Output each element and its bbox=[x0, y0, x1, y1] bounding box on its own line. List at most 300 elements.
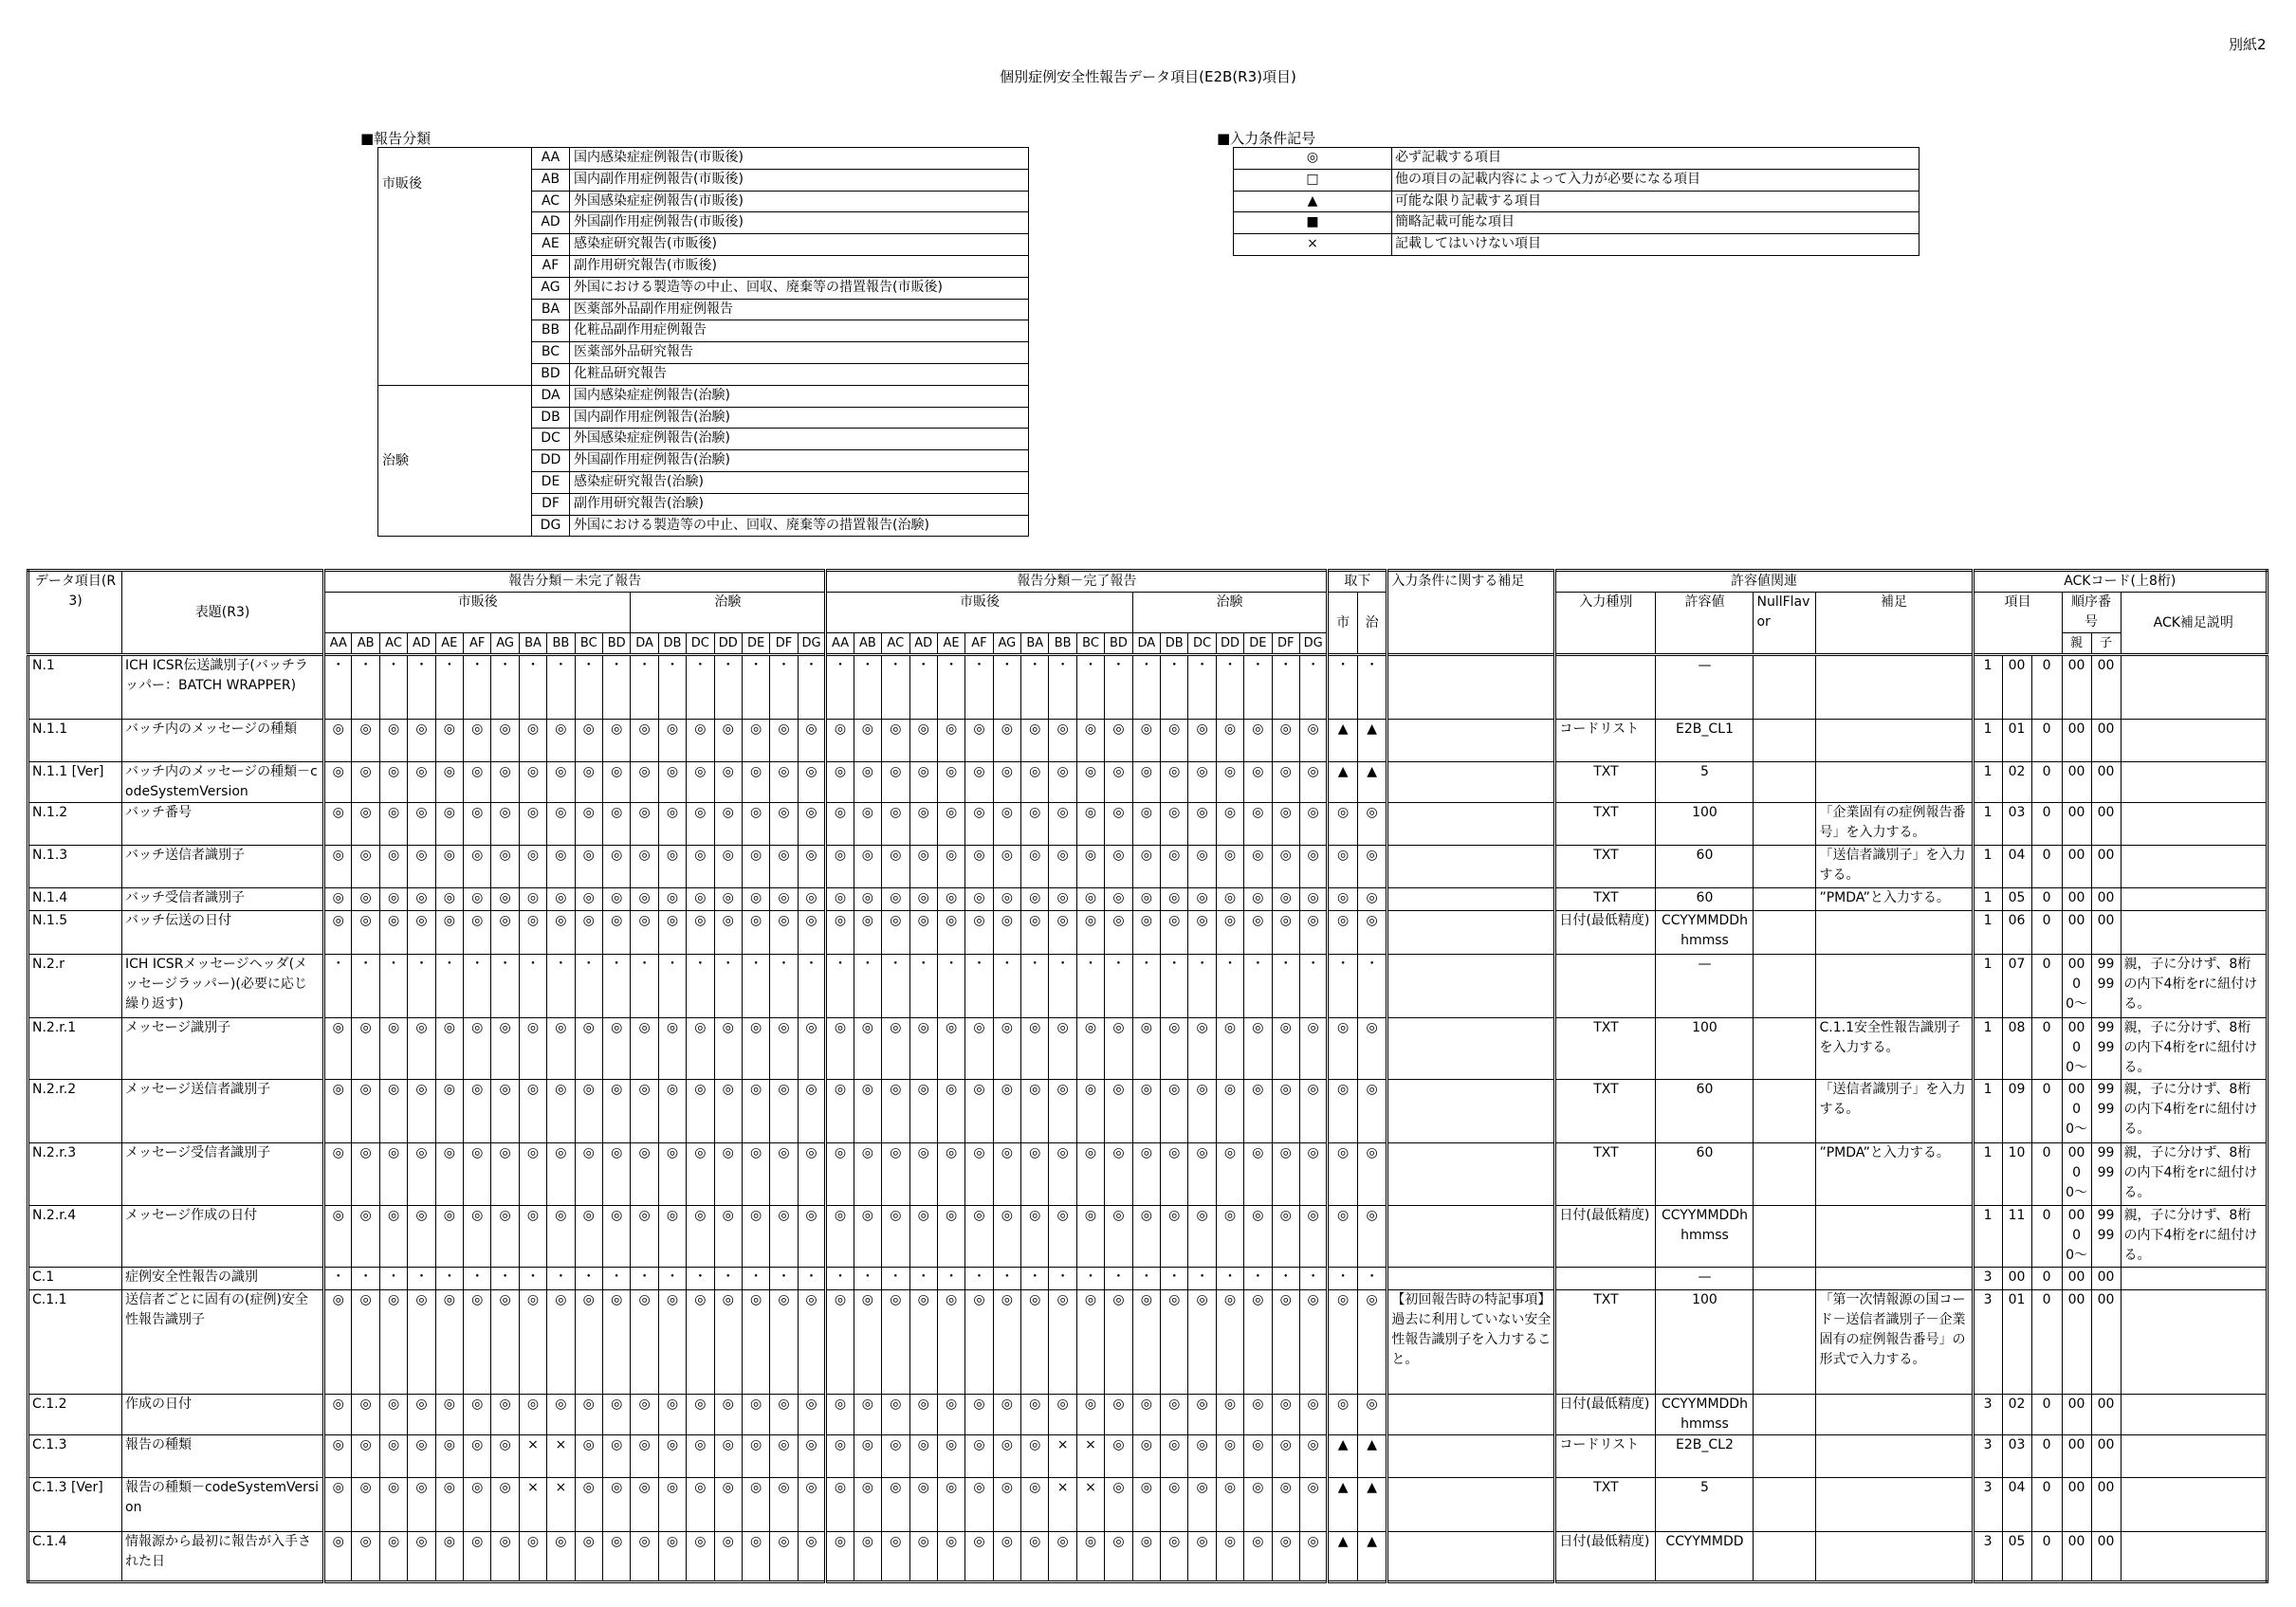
condition-mark: ◎ bbox=[770, 1018, 798, 1080]
condition-mark: ◎ bbox=[826, 1206, 854, 1268]
item-id: N.2.r.2 bbox=[28, 1080, 122, 1143]
condition-mark: ◎ bbox=[435, 1018, 463, 1080]
ack-note bbox=[2121, 911, 2267, 955]
condition-mark: ・ bbox=[575, 955, 602, 1018]
table-row bbox=[28, 720, 2268, 762]
condition-mark: ◎ bbox=[324, 1290, 352, 1395]
condition-mark: ◎ bbox=[993, 762, 1020, 803]
header-code: AB bbox=[352, 633, 379, 655]
condition-mark: ・ bbox=[1161, 1268, 1188, 1290]
input-condition-supplement bbox=[1387, 655, 1555, 720]
condition-mark: ◎ bbox=[937, 1080, 964, 1143]
category-code: AE bbox=[532, 234, 570, 256]
condition-mark: ◎ bbox=[658, 1018, 686, 1080]
condition-mark: ◎ bbox=[1272, 1290, 1299, 1395]
condition-mark: ・ bbox=[1021, 1268, 1049, 1290]
condition-mark: ◎ bbox=[798, 888, 826, 911]
condition-mark: ◎ bbox=[435, 1532, 463, 1582]
ack-seq-child: 00 bbox=[2091, 1395, 2121, 1435]
input-type bbox=[1555, 655, 1656, 720]
condition-mark: ・ bbox=[575, 1268, 602, 1290]
condition-mark: ◎ bbox=[575, 1435, 602, 1478]
condition-mark: ◎ bbox=[993, 1290, 1020, 1395]
condition-mark: ・ bbox=[1299, 655, 1327, 720]
ack-seq-child: 00 bbox=[2091, 762, 2121, 803]
condition-mark: ◎ bbox=[379, 846, 407, 888]
condition-mark: ◎ bbox=[491, 911, 519, 955]
condition-mark: ◎ bbox=[602, 846, 630, 888]
condition-mark: ・ bbox=[687, 1268, 714, 1290]
item-title: バッチ受信者識別子 bbox=[122, 888, 324, 911]
condition-mark: ◎ bbox=[575, 1532, 602, 1582]
category-code: BA bbox=[532, 299, 570, 320]
condition-mark: ・ bbox=[687, 955, 714, 1018]
condition-mark: ◎ bbox=[1216, 803, 1243, 846]
item-id: N.1.3 bbox=[28, 846, 122, 888]
withdraw-post-mark: ◎ bbox=[1328, 1290, 1358, 1395]
condition-mark: ◎ bbox=[1049, 1206, 1076, 1268]
condition-mark: ◎ bbox=[1076, 1018, 1104, 1080]
condition-mark: ◎ bbox=[352, 720, 379, 762]
condition-mark: ◎ bbox=[1105, 1395, 1132, 1435]
header-code: AF bbox=[965, 633, 993, 655]
condition-mark: ◎ bbox=[1244, 1478, 1272, 1532]
allowed-note bbox=[1816, 720, 1973, 762]
condition-mark: ◎ bbox=[742, 803, 769, 846]
condition-mark: ◎ bbox=[1244, 888, 1272, 911]
condition-mark: ◎ bbox=[1161, 762, 1188, 803]
condition-mark: ・ bbox=[1188, 1268, 1216, 1290]
header-code: AD bbox=[909, 633, 937, 655]
condition-mark: ◎ bbox=[379, 1206, 407, 1268]
condition-mark: ・ bbox=[937, 1268, 964, 1290]
condition-mark: ◎ bbox=[742, 1435, 769, 1478]
condition-mark: ・ bbox=[687, 655, 714, 720]
category-code: AD bbox=[532, 212, 570, 234]
ack-item-1: 1 bbox=[1973, 655, 2002, 720]
category-description: 化粧品研究報告 bbox=[570, 363, 1029, 385]
condition-mark: ◎ bbox=[909, 1478, 937, 1532]
ack-item-2: 03 bbox=[2002, 1435, 2031, 1478]
allowed-value: E2B_CL1 bbox=[1656, 720, 1754, 762]
condition-mark: ・ bbox=[1244, 1268, 1272, 1290]
condition-mark: ◎ bbox=[687, 803, 714, 846]
ack-item-1: 1 bbox=[1973, 720, 2002, 762]
withdraw-trial-mark: ▲ bbox=[1357, 1435, 1387, 1478]
symbol-mark: □ bbox=[1234, 169, 1392, 191]
condition-mark: ・ bbox=[435, 1268, 463, 1290]
allowed-note bbox=[1816, 1532, 1973, 1582]
item-id: N.1.4 bbox=[28, 888, 122, 911]
condition-mark: ・ bbox=[1132, 655, 1160, 720]
ack-item-2: 06 bbox=[2002, 911, 2031, 955]
data-item-table bbox=[27, 569, 2268, 1583]
condition-mark: ◎ bbox=[882, 803, 909, 846]
nullflavor bbox=[1754, 1532, 1816, 1582]
allowed-value: 100 bbox=[1656, 1018, 1754, 1080]
condition-mark: ◎ bbox=[602, 720, 630, 762]
withdraw-post-mark: ◎ bbox=[1328, 1206, 1358, 1268]
condition-mark: ◎ bbox=[993, 1143, 1020, 1206]
withdraw-post-mark: ◎ bbox=[1328, 1143, 1358, 1206]
ack-note bbox=[2121, 762, 2267, 803]
condition-mark: ◎ bbox=[770, 720, 798, 762]
condition-mark: ・ bbox=[770, 1268, 798, 1290]
condition-mark: ◎ bbox=[1299, 762, 1327, 803]
nullflavor bbox=[1754, 720, 1816, 762]
ack-seq-parent: 00 bbox=[2062, 846, 2091, 888]
condition-mark: ・ bbox=[519, 955, 546, 1018]
condition-mark: ◎ bbox=[1244, 1290, 1272, 1395]
condition-mark: ◎ bbox=[519, 1290, 546, 1395]
header-ack-parent: 親 bbox=[2062, 633, 2091, 655]
condition-mark: ・ bbox=[658, 955, 686, 1018]
condition-mark: ・ bbox=[1049, 955, 1076, 1018]
condition-mark: ◎ bbox=[1105, 803, 1132, 846]
condition-mark: ◎ bbox=[491, 1478, 519, 1532]
condition-mark: ◎ bbox=[770, 1080, 798, 1143]
condition-mark: ・ bbox=[714, 655, 742, 720]
condition-mark: ◎ bbox=[798, 1018, 826, 1080]
ack-item-1: 1 bbox=[1973, 1206, 2002, 1268]
condition-mark: ・ bbox=[1132, 955, 1160, 1018]
condition-mark: ◎ bbox=[687, 1143, 714, 1206]
header-code: AC bbox=[882, 633, 909, 655]
condition-mark: ◎ bbox=[602, 803, 630, 846]
condition-mark: ◎ bbox=[352, 1395, 379, 1435]
condition-mark: ◎ bbox=[408, 911, 435, 955]
ack-item-1: 1 bbox=[1973, 1080, 2002, 1143]
ack-item-1: 1 bbox=[1973, 888, 2002, 911]
condition-mark: ◎ bbox=[770, 1532, 798, 1582]
condition-mark: ・ bbox=[1161, 955, 1188, 1018]
condition-mark: ◎ bbox=[631, 1143, 658, 1206]
condition-mark: ◎ bbox=[687, 1018, 714, 1080]
condition-mark: ◎ bbox=[408, 1395, 435, 1435]
condition-mark: ◎ bbox=[826, 1143, 854, 1206]
condition-mark: ◎ bbox=[1299, 1018, 1327, 1080]
withdraw-trial-mark: ▲ bbox=[1357, 762, 1387, 803]
condition-mark: ◎ bbox=[547, 1206, 575, 1268]
condition-mark: ◎ bbox=[1132, 1143, 1160, 1206]
condition-mark: ・ bbox=[547, 655, 575, 720]
condition-mark: ◎ bbox=[1272, 803, 1299, 846]
condition-mark: ・ bbox=[826, 955, 854, 1018]
table-row bbox=[28, 655, 2268, 720]
condition-mark: ◎ bbox=[937, 846, 964, 888]
condition-mark: ◎ bbox=[714, 888, 742, 911]
condition-mark: ◎ bbox=[491, 1080, 519, 1143]
category-description: 外国における製造等の中止、回収、廃棄等の措置報告(市販後) bbox=[570, 277, 1029, 299]
ack-note bbox=[2121, 1532, 2267, 1582]
condition-mark: × bbox=[547, 1435, 575, 1478]
allowed-value: 5 bbox=[1656, 762, 1754, 803]
table-row bbox=[28, 1018, 2268, 1080]
ack-item-3: 0 bbox=[2031, 655, 2062, 720]
ack-item-2: 11 bbox=[2002, 1206, 2031, 1268]
header-code: AD bbox=[408, 633, 435, 655]
condition-mark: ◎ bbox=[770, 1143, 798, 1206]
condition-mark: ◎ bbox=[408, 1018, 435, 1080]
allowed-value: 5 bbox=[1656, 1478, 1754, 1532]
condition-mark: ◎ bbox=[575, 1080, 602, 1143]
ack-item-3: 0 bbox=[2031, 1478, 2062, 1532]
condition-mark: ◎ bbox=[464, 1206, 491, 1268]
condition-mark: ◎ bbox=[1244, 762, 1272, 803]
condition-mark: ◎ bbox=[882, 1290, 909, 1395]
condition-mark: ◎ bbox=[352, 803, 379, 846]
ack-item-3: 0 bbox=[2031, 803, 2062, 846]
category-code: DB bbox=[532, 407, 570, 429]
condition-mark: ・ bbox=[770, 955, 798, 1018]
condition-mark: ◎ bbox=[575, 1395, 602, 1435]
condition-mark: ◎ bbox=[965, 1532, 993, 1582]
condition-mark: ◎ bbox=[937, 720, 964, 762]
condition-mark: ◎ bbox=[1076, 803, 1104, 846]
condition-mark: ・ bbox=[742, 955, 769, 1018]
condition-mark: ◎ bbox=[1049, 762, 1076, 803]
condition-mark: ◎ bbox=[1021, 1532, 1049, 1582]
ack-note: 親，子に分けず、8桁の内下4桁をrに紐付ける。 bbox=[2121, 1143, 2267, 1206]
ack-seq-child: 00 bbox=[2091, 888, 2121, 911]
header-nullflavor: NullFlavor bbox=[1754, 593, 1816, 655]
condition-mark: ◎ bbox=[1161, 803, 1188, 846]
condition-mark: ◎ bbox=[714, 911, 742, 955]
condition-mark: ◎ bbox=[1188, 1395, 1216, 1435]
condition-mark: ◎ bbox=[742, 762, 769, 803]
category-row bbox=[378, 148, 1029, 170]
condition-mark: ◎ bbox=[965, 803, 993, 846]
condition-mark: ・ bbox=[714, 1268, 742, 1290]
condition-mark: ◎ bbox=[909, 911, 937, 955]
item-id: N.2.r.1 bbox=[28, 1018, 122, 1080]
condition-mark: ・ bbox=[602, 655, 630, 720]
ack-seq-parent: 00 bbox=[2062, 762, 2091, 803]
condition-mark: ◎ bbox=[1188, 1206, 1216, 1268]
condition-mark: ◎ bbox=[826, 803, 854, 846]
condition-mark: ◎ bbox=[491, 720, 519, 762]
condition-mark: ◎ bbox=[798, 1435, 826, 1478]
symbol-row bbox=[1234, 169, 1919, 191]
condition-mark: ・ bbox=[575, 655, 602, 720]
item-id: N.1.5 bbox=[28, 911, 122, 955]
condition-mark: ◎ bbox=[1161, 911, 1188, 955]
condition-mark: ◎ bbox=[742, 1143, 769, 1206]
item-title: バッチ内のメッセージの種類 bbox=[122, 720, 324, 762]
input-condition-supplement bbox=[1387, 888, 1555, 911]
condition-mark: ◎ bbox=[1216, 1435, 1243, 1478]
condition-mark: ◎ bbox=[408, 1080, 435, 1143]
nullflavor bbox=[1754, 911, 1816, 955]
condition-mark: ◎ bbox=[937, 1395, 964, 1435]
ack-item-1: 1 bbox=[1973, 1018, 2002, 1080]
condition-mark: ◎ bbox=[687, 1435, 714, 1478]
condition-mark: ◎ bbox=[742, 1206, 769, 1268]
ack-seq-child: 00 bbox=[2091, 846, 2121, 888]
condition-mark: ◎ bbox=[687, 1478, 714, 1532]
condition-mark: ◎ bbox=[324, 720, 352, 762]
condition-mark: ◎ bbox=[1105, 1206, 1132, 1268]
nullflavor bbox=[1754, 955, 1816, 1018]
condition-mark: ◎ bbox=[1299, 1532, 1327, 1582]
condition-mark: ◎ bbox=[1105, 1290, 1132, 1395]
condition-mark: ◎ bbox=[408, 1143, 435, 1206]
condition-mark: ◎ bbox=[1076, 1395, 1104, 1435]
condition-mark: ◎ bbox=[1272, 762, 1299, 803]
condition-mark: ◎ bbox=[826, 846, 854, 888]
symbol-legend-table bbox=[1233, 147, 1919, 256]
condition-mark: ◎ bbox=[547, 803, 575, 846]
withdraw-post-mark: ◎ bbox=[1328, 1395, 1358, 1435]
condition-mark: ◎ bbox=[491, 1395, 519, 1435]
ack-item-1: 1 bbox=[1973, 803, 2002, 846]
ack-item-3: 0 bbox=[2031, 762, 2062, 803]
table-row bbox=[28, 803, 2268, 846]
input-condition-supplement bbox=[1387, 1395, 1555, 1435]
condition-mark: ◎ bbox=[1049, 720, 1076, 762]
condition-mark: ◎ bbox=[352, 1080, 379, 1143]
ack-seq-parent: 00 bbox=[2062, 1290, 2091, 1395]
table-row bbox=[28, 1290, 2268, 1395]
condition-mark: ◎ bbox=[687, 846, 714, 888]
header-code: DC bbox=[687, 633, 714, 655]
condition-mark: ・ bbox=[1188, 655, 1216, 720]
ack-seq-parent: 00 bbox=[2062, 1268, 2091, 1290]
condition-mark: ◎ bbox=[993, 1478, 1020, 1532]
ack-item-2: 03 bbox=[2002, 803, 2031, 846]
ack-item-1: 3 bbox=[1973, 1290, 2002, 1395]
condition-mark: ◎ bbox=[993, 1018, 1020, 1080]
condition-mark: ◎ bbox=[714, 1206, 742, 1268]
condition-mark: ・ bbox=[631, 1268, 658, 1290]
header-withdraw-trial: 治 bbox=[1357, 593, 1387, 655]
item-title: 作成の日付 bbox=[122, 1395, 324, 1435]
allowed-note bbox=[1816, 1395, 1973, 1435]
condition-mark: ◎ bbox=[854, 1206, 881, 1268]
condition-mark: ・ bbox=[965, 655, 993, 720]
condition-mark: ◎ bbox=[742, 1478, 769, 1532]
condition-mark: ・ bbox=[826, 655, 854, 720]
ack-note bbox=[2121, 846, 2267, 888]
ack-note: 親，子に分けず、8桁の内下4桁をrに紐付ける。 bbox=[2121, 1080, 2267, 1143]
condition-mark: ・ bbox=[547, 1268, 575, 1290]
symbol-description: 記載してはいけない項目 bbox=[1392, 234, 1919, 256]
condition-mark: ◎ bbox=[547, 762, 575, 803]
condition-mark: ◎ bbox=[826, 1080, 854, 1143]
condition-mark: ・ bbox=[602, 1268, 630, 1290]
withdraw-post-mark: ・ bbox=[1328, 1268, 1358, 1290]
ack-item-3: 0 bbox=[2031, 846, 2062, 888]
allowed-note bbox=[1816, 655, 1973, 720]
condition-mark: ・ bbox=[464, 1268, 491, 1290]
condition-mark: ◎ bbox=[464, 1435, 491, 1478]
condition-mark: ◎ bbox=[770, 1206, 798, 1268]
condition-mark: ◎ bbox=[1188, 1290, 1216, 1395]
nullflavor bbox=[1754, 655, 1816, 720]
ack-item-3: 0 bbox=[2031, 1268, 2062, 1290]
ack-note bbox=[2121, 888, 2267, 911]
allowed-value: — bbox=[1656, 655, 1754, 720]
condition-mark: ・ bbox=[631, 655, 658, 720]
condition-mark: ・ bbox=[882, 955, 909, 1018]
condition-mark: ◎ bbox=[826, 1395, 854, 1435]
condition-mark: ・ bbox=[1299, 1268, 1327, 1290]
condition-mark: ・ bbox=[435, 955, 463, 1018]
condition-mark: ◎ bbox=[742, 1018, 769, 1080]
condition-mark: ◎ bbox=[1272, 1143, 1299, 1206]
condition-mark: ・ bbox=[324, 655, 352, 720]
condition-mark: ◎ bbox=[854, 803, 881, 846]
condition-mark: ◎ bbox=[1132, 1532, 1160, 1582]
condition-mark: ◎ bbox=[882, 1018, 909, 1080]
condition-mark: ・ bbox=[1244, 955, 1272, 1018]
condition-mark: ◎ bbox=[1272, 1395, 1299, 1435]
category-description: 化粧品副作用症例報告 bbox=[570, 320, 1029, 342]
condition-mark: ◎ bbox=[1188, 1435, 1216, 1478]
condition-mark: ◎ bbox=[854, 846, 881, 888]
header-ack: ACKコード(上8桁) bbox=[1973, 571, 2267, 593]
condition-mark: ◎ bbox=[1132, 846, 1160, 888]
condition-mark: ◎ bbox=[352, 1290, 379, 1395]
item-title: 情報源から最初に報告が入手された日 bbox=[122, 1532, 324, 1582]
ack-seq-parent: 0000〜 bbox=[2062, 1080, 2091, 1143]
ack-seq-parent: 00 bbox=[2062, 720, 2091, 762]
condition-mark: ◎ bbox=[937, 1435, 964, 1478]
allowed-value: — bbox=[1656, 955, 1754, 1018]
condition-mark: ◎ bbox=[798, 720, 826, 762]
condition-mark: ◎ bbox=[882, 1532, 909, 1582]
condition-mark: ◎ bbox=[379, 1478, 407, 1532]
ack-item-2: 08 bbox=[2002, 1018, 2031, 1080]
condition-mark: ◎ bbox=[491, 1435, 519, 1478]
header-code: DF bbox=[1272, 633, 1299, 655]
condition-mark: ◎ bbox=[324, 762, 352, 803]
condition-mark: ◎ bbox=[1188, 1143, 1216, 1206]
condition-mark: ・ bbox=[491, 955, 519, 1018]
item-id: C.1.1 bbox=[28, 1290, 122, 1395]
ack-note bbox=[2121, 1435, 2267, 1478]
condition-mark: ◎ bbox=[742, 1080, 769, 1143]
condition-mark: ◎ bbox=[491, 803, 519, 846]
ack-note bbox=[2121, 1268, 2267, 1290]
condition-mark: ◎ bbox=[1299, 1478, 1327, 1532]
condition-mark: × bbox=[1049, 1478, 1076, 1532]
condition-mark: ◎ bbox=[602, 888, 630, 911]
condition-mark: ◎ bbox=[1272, 1206, 1299, 1268]
condition-mark: ◎ bbox=[1161, 1143, 1188, 1206]
ack-item-1: 1 bbox=[1973, 1143, 2002, 1206]
withdraw-trial-mark: ◎ bbox=[1357, 1143, 1387, 1206]
condition-mark: ◎ bbox=[324, 1080, 352, 1143]
condition-mark: ◎ bbox=[324, 888, 352, 911]
nullflavor bbox=[1754, 1478, 1816, 1532]
condition-mark: ◎ bbox=[937, 1018, 964, 1080]
table-row bbox=[28, 911, 2268, 955]
condition-mark: ◎ bbox=[1244, 911, 1272, 955]
condition-mark: ◎ bbox=[1105, 846, 1132, 888]
condition-mark: ◎ bbox=[379, 1080, 407, 1143]
condition-mark: ◎ bbox=[714, 1532, 742, 1582]
condition-mark: ◎ bbox=[1244, 1435, 1272, 1478]
condition-mark: ◎ bbox=[742, 1532, 769, 1582]
condition-mark: ◎ bbox=[575, 1018, 602, 1080]
condition-mark: ◎ bbox=[379, 911, 407, 955]
condition-mark: ◎ bbox=[547, 1532, 575, 1582]
condition-mark: ◎ bbox=[1021, 846, 1049, 888]
condition-mark: ◎ bbox=[1105, 720, 1132, 762]
symbol-legend-heading: ■入力条件記号 bbox=[1217, 130, 1316, 147]
item-title: メッセージ作成の日付 bbox=[122, 1206, 324, 1268]
